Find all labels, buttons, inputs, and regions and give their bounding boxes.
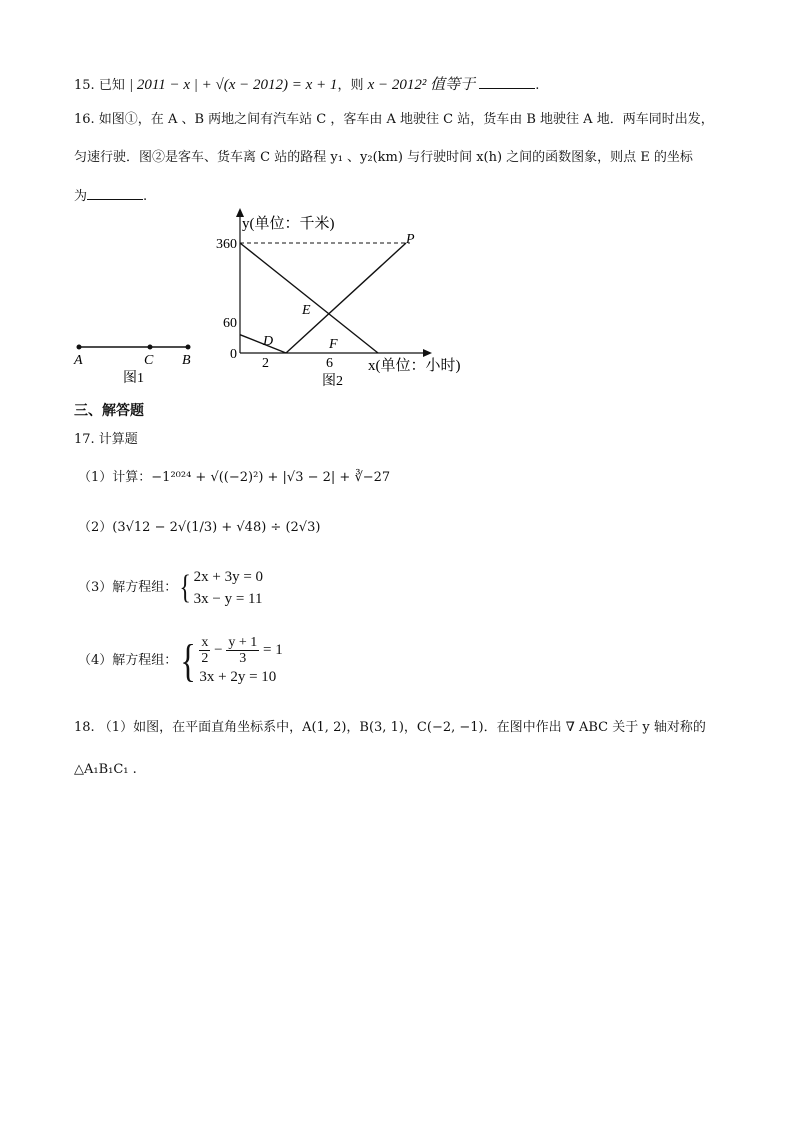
q17-p4-eq1 — [199, 634, 282, 666]
q17-title: 17. 计算题 — [74, 432, 138, 447]
q15-answer-blank — [479, 74, 535, 89]
q17-p2-label: （2） — [78, 520, 113, 535]
q17-part-2 — [78, 518, 320, 538]
tick-label-60: 60 — [223, 316, 237, 331]
origin-label: 0 — [230, 347, 237, 362]
q15-number: 15. — [74, 78, 95, 93]
q17-p3-eq2: 3x − y = 11 — [193, 591, 263, 607]
q17-part-4 — [78, 634, 283, 688]
q16-line-1: 16. 如图①，在 A 、B 两地之间有汽车站 C ，客车由 A 地驶往 C 站，货车由 B 地驶往 A 地．两车同时出发， — [74, 112, 714, 127]
q16-answer-blank — [87, 185, 143, 200]
q18-line-1: 18. （1）如图，在平面直角坐标系中，A(1, 2)，B(3, 1)，C(−2, −1)．在图中作出 ∇ ABC 关于 y 轴对称的 — [74, 720, 706, 735]
q16-line-2: 匀速行驶．图②是客车、货车离 C 站的路程 y₁ 、y₂(km) 与行驶时间 x(h) 之间的函数图象，则点 E 的坐标 — [74, 150, 693, 165]
label-e: E — [302, 303, 311, 318]
q15-target: x − 2012² 值等于 — [367, 77, 476, 93]
q15-mid: ，则 — [337, 78, 364, 93]
q15-expression: | 2011 − x | + √(x − 2012) = x + 1 — [128, 77, 338, 93]
figure-2-caption: 图2 — [322, 374, 343, 389]
q17-p4-frac-x — [199, 635, 210, 666]
section-3-heading: 三、解答题 — [74, 403, 144, 419]
frac-x-denominator: 2 — [201, 651, 209, 667]
frac-y-denominator: 3 — [239, 651, 247, 667]
label-a: A — [74, 353, 83, 368]
q17-p1-expression: −1²⁰²⁴ + √((−2)²) + |√3 − 2| + ∛−27 — [151, 470, 391, 485]
truck-line-segment-2 — [286, 243, 406, 353]
point-b-dot — [186, 345, 191, 350]
q17-p1-label: （1）计算： — [78, 470, 152, 485]
tick-label-6: 6 — [326, 356, 333, 371]
label-c: C — [144, 353, 154, 368]
q17-p4-rhs: = 1 — [263, 642, 283, 658]
q15-prefix: 已知 — [98, 78, 125, 93]
q17-p3-system — [194, 566, 263, 610]
q17-p4-label: （4）解方程组： — [78, 653, 178, 669]
question-15 — [74, 74, 539, 96]
x-axis-arrow — [423, 349, 432, 357]
figure-2 — [216, 208, 470, 393]
x-axis-label: x(单位：小时) — [368, 358, 461, 374]
q17-p4-system — [199, 634, 282, 688]
q17-p4-eq2: 3x + 2y = 10 — [199, 669, 277, 686]
q17-p4-brace: { — [180, 635, 197, 687]
q17-p4-minus: − — [214, 642, 223, 658]
q16-line-3-prefix: 为 — [74, 189, 88, 204]
tick-label-360: 360 — [216, 237, 237, 252]
q17-part-3 — [78, 566, 263, 610]
q17-p2-expression: (3√12 − 2√(1/3) + √48) ÷ (2√3) — [112, 520, 321, 535]
q17-part-1 — [78, 468, 390, 488]
tick-label-2: 2 — [262, 356, 269, 371]
y-axis-label: y(单位：千米) — [242, 216, 335, 232]
q18-line-2: △A₁B₁C₁ . — [74, 762, 137, 777]
q17-p4-frac-y — [226, 635, 259, 666]
figure-1-caption: 图1 — [123, 371, 144, 386]
point-c-dot — [148, 345, 153, 350]
q16-line-3 — [74, 185, 147, 207]
label-p: P — [406, 232, 415, 247]
q17-p3-eq1: 2x + 3y = 0 — [193, 569, 264, 585]
q17-p3-brace: { — [179, 569, 192, 606]
frac-y-numerator: y + 1 — [228, 635, 258, 651]
label-d: D — [263, 334, 274, 349]
q17-p3-label: （3）解方程组： — [78, 580, 178, 595]
q15-end: . — [535, 78, 540, 93]
frac-x-numerator: x — [201, 635, 209, 651]
passenger-bus-line — [240, 243, 378, 353]
label-f: F — [329, 337, 338, 352]
figure-1 — [60, 330, 210, 390]
q16-line-3-end: . — [143, 189, 148, 204]
point-a-dot — [77, 345, 82, 350]
label-b: B — [182, 353, 191, 368]
